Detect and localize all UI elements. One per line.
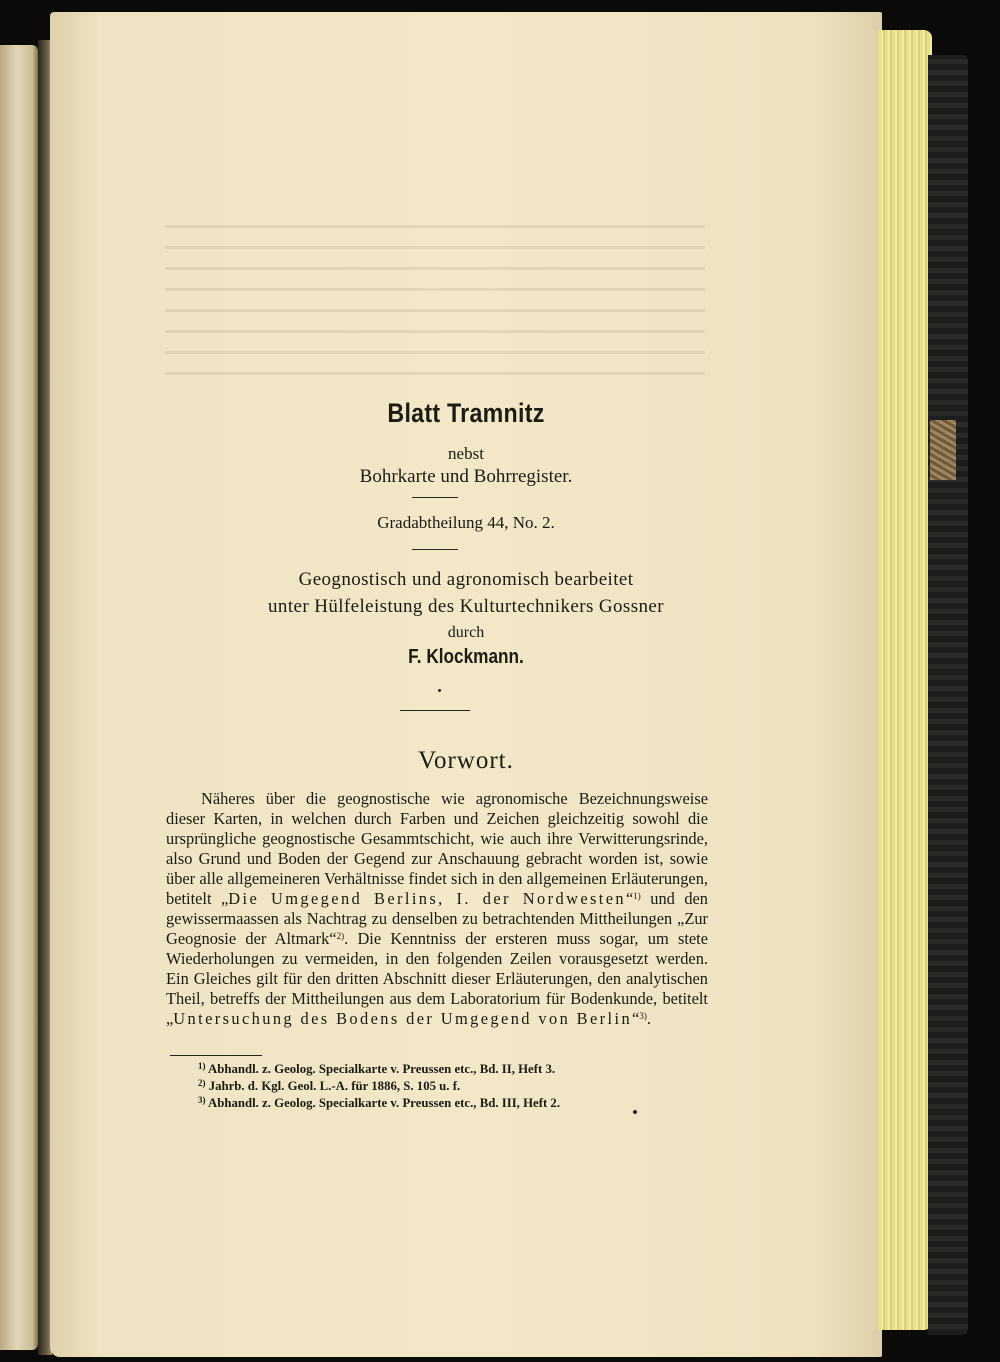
ink-speck bbox=[438, 689, 441, 692]
subtitle-nebst: nebst bbox=[448, 444, 484, 463]
footnote-ref: 1) bbox=[633, 891, 641, 901]
footnotes bbox=[198, 1061, 658, 1112]
footnote-rule bbox=[170, 1055, 262, 1056]
ink-speck bbox=[633, 1110, 637, 1114]
footnote-item: $^{3)}$ Abhandl. z. Geolog. Specialkarte v. Preussen etc., Bd. III, Heft 2. bbox=[198, 1095, 561, 1110]
section-heading: Vorwort. bbox=[418, 747, 514, 774]
credit-line-1: Geognostisch und agronomisch bearbeitet bbox=[298, 569, 634, 590]
footnote-item: $^{1)}$ Abhandl. z. Geolog. Specialkarte v. Preussen etc., Bd. II, Heft 3. bbox=[198, 1061, 556, 1076]
divider-rule bbox=[412, 497, 458, 498]
spaced-title: Die Umgegend Berlins, I. der Nordwesten bbox=[228, 889, 626, 908]
footnote-item: $^{2)}$ Jahrb. d. Kgl. Geol. L.-A. für 1886, S. 105 u. f. bbox=[198, 1078, 461, 1093]
body-paragraph: Näheres über die geognostische wie agronomische Bezeichnungsweise dieser Karten, in welchen durch Farben und Zeichen gleichzeitig sowohl die ursprüngliche geognostische Gesammtschicht, wie auch ihre Verwitterungsrinde, also Grund und Boden der Gegend zur Anschauung gebracht worden ist, sowie über alle allgemeineren Verhältnisse findet sich in den allgemeinen Erläuterungen, betitelt „Die Umgegend Berlins, I. der Nordwesten“$^{1)}$ und den gewissermaassen als Nachtrag zu denselben zu betrachtenden Mittheilungen „Zur Geognosie der Altmark“$^{2)}$. Die Kenntniss der ersteren muss sogar, um stete Wiederholungen zu vermeiden, in den folgenden Zeilen vorausgesetzt werden. Ein Gleiches gilt für den dritten Abschnitt dieser Erläuterungen, den analytischen Theil, betreffs der Mittheilungen aus dem Laboratorium für Bodenkunde, betitelt „Untersuchung des Bodens der Umgegend von Berlin“$^{3)}$. bbox=[166, 789, 709, 1028]
subtitle-bohrkarte: Bohrkarte und Bohrregister. bbox=[359, 466, 573, 487]
footnote-ref: 2) bbox=[336, 931, 345, 941]
gradabtheilung-line: Gradabtheilung 44, No. 2. bbox=[377, 513, 555, 532]
page-title: Blatt Tramnitz bbox=[387, 398, 545, 428]
divider-rule bbox=[412, 549, 458, 550]
credit-durch: durch bbox=[447, 624, 485, 641]
footnote-ref: 3) bbox=[639, 1011, 647, 1021]
credit-line-2: unter Hülfeleistung des Kulturtechnikers Gossner bbox=[268, 596, 664, 617]
divider-rule bbox=[400, 710, 470, 711]
author-name: F. Klockmann. bbox=[408, 646, 524, 668]
spaced-title: Untersuchung des Bodens der Umgegend von Berlin bbox=[173, 1009, 633, 1028]
